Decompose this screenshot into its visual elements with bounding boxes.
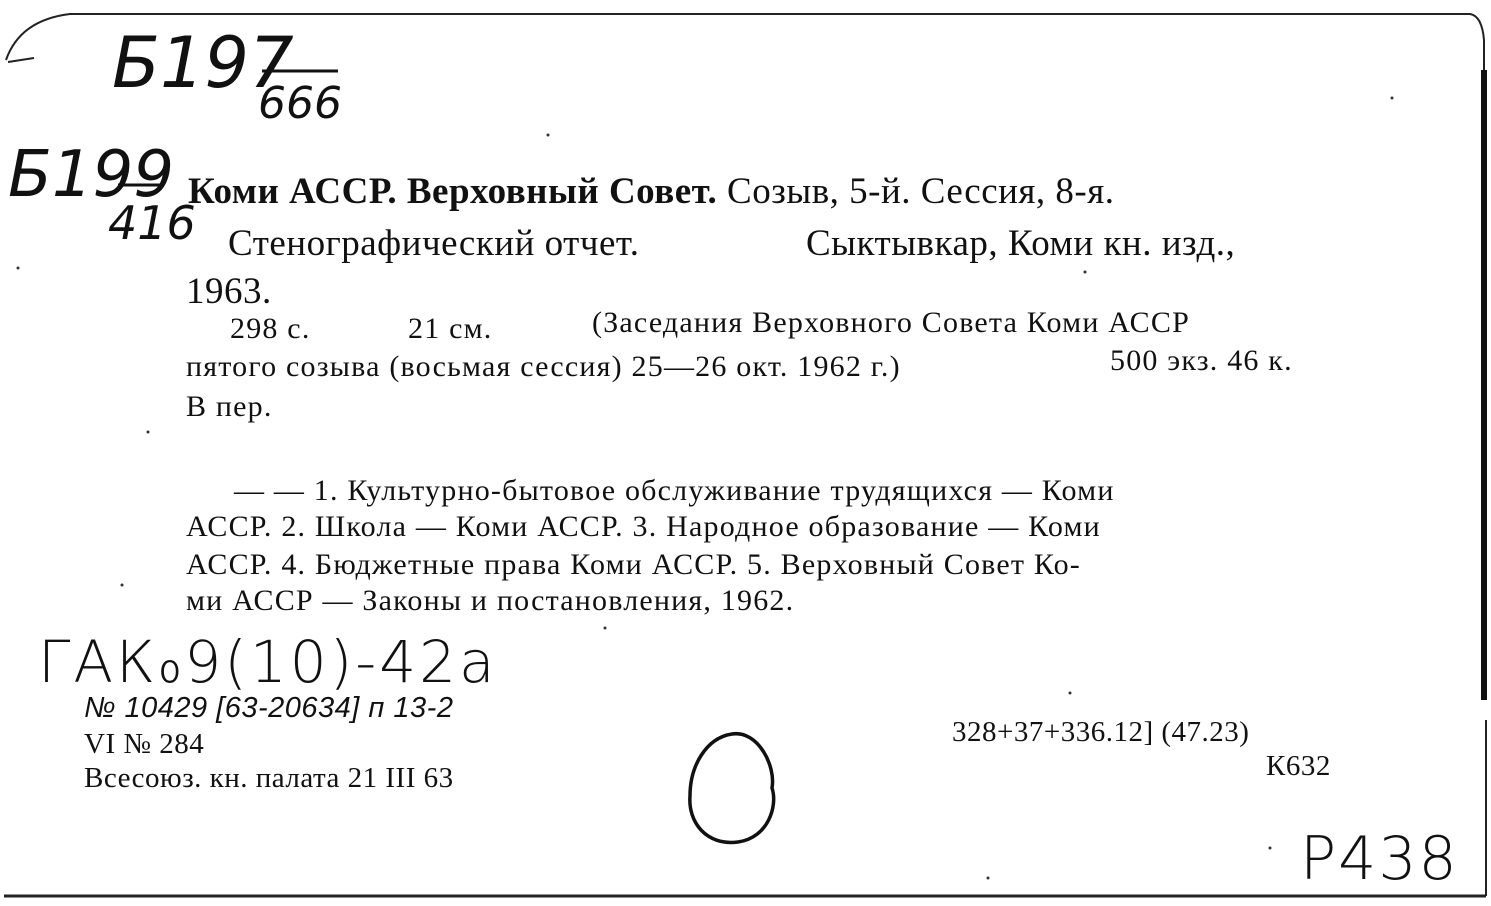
subject-line-4: ми АССР — Законы и постановления, 1962. [186, 584, 795, 617]
entry-binding: В пер. [186, 390, 273, 423]
handwritten-underline-top [262, 66, 340, 76]
footer-author-sign: К632 [1266, 750, 1331, 782]
handwritten-shelf-code-top-sub: 666 [258, 78, 342, 129]
entry-pages: 298 с. [230, 312, 311, 345]
subject-line-1: — — 1. Культурно-бытовое обслуживание трудящихся — Коми [234, 474, 1115, 507]
handwritten-shelf-code-top: Б197 [112, 22, 294, 104]
handwritten-shelf-code-mid-sub: 416 [108, 196, 196, 250]
entry-size: 21 см. [408, 312, 493, 345]
footer-publisher: Всесоюз. кн. палата 21 III 63 [84, 762, 454, 794]
subject-line-3: АССР. 4. Бюджетные права Коми АССР. 5. Верховный Совет Ко- [186, 548, 1081, 581]
entry-heading-rest: Созыв, 5-й. Сессия, 8-я. [717, 171, 1115, 212]
entry-imprint: Сыктывкар, Коми кн. изд., [806, 223, 1236, 264]
entry-heading-bold: Коми АССР. Верховный Совет. [188, 171, 718, 212]
handwritten-subject-code: ГАК₀9(10)-42а [38, 628, 498, 696]
handwritten-shelf-code-mid: Б199 [8, 138, 175, 212]
handwritten-underline-mid [118, 180, 162, 190]
footer-series: VI № 284 [84, 728, 205, 760]
subject-line-2: АССР. 2. Школа — Коми АССР. 3. Народное образование — Коми [186, 510, 1101, 543]
entry-print-run-price: 500 экз. 46 к. [1110, 344, 1293, 377]
entry-series-note-cont: пятого созыва (восьмая сессия) 25—26 окт. 1962 г.) [186, 350, 901, 383]
handdrawn-circle-mark [680, 726, 790, 852]
entry-series-note: (Заседания Верховного Совета Коми АССР [592, 306, 1190, 339]
footer-record-number: № 10429 [63-20634] п 13-2 [84, 692, 454, 724]
entry-title: Стенографический отчет. [228, 223, 640, 264]
footer-classification: 328+37+336.12] (47.23) [952, 716, 1250, 748]
entry-heading [188, 170, 1115, 213]
handwritten-bottom-code: Р438 [1300, 824, 1459, 894]
entry-year: 1963. [186, 271, 272, 312]
